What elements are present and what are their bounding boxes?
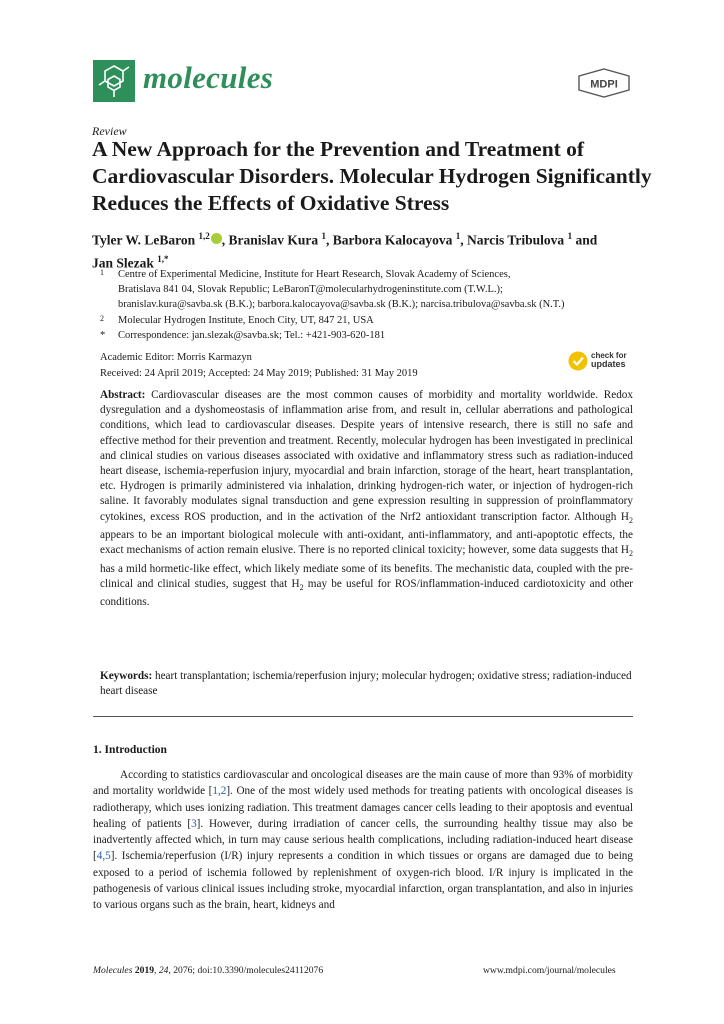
orcid-icon[interactable]	[211, 233, 222, 244]
author-affiliation: 1,2	[198, 231, 210, 241]
journal-name: molecules	[143, 60, 274, 95]
affiliation-line: Bratislava 841 04, Slovak Republic; LeBaronT@molecularhydrogeninstitute.com (T.W.L.);	[118, 284, 503, 296]
author-affiliation: 1	[567, 231, 573, 241]
and-word: and	[575, 232, 598, 248]
affiliation-2	[100, 313, 620, 328]
abstract-label: Abstract:	[100, 389, 146, 401]
author-name[interactable]: Jan Slezak	[92, 255, 154, 270]
section-divider	[93, 716, 633, 717]
academic-editor: Academic Editor: Morris Karmazyn	[100, 352, 252, 363]
affiliation-line: branislav.kura@savba.sk (B.K.); barbora.kalocayova@savba.sk (B.K.); narcisa.tribulova@savba.sk (N.T.)	[118, 299, 565, 311]
check-for-updates-label[interactable]: check for updates	[591, 351, 627, 369]
mdpi-logo-icon	[577, 68, 631, 98]
author-affiliation: 1,*	[157, 253, 169, 264]
article-type: Review	[92, 124, 127, 138]
article-title: A New Approach for the Prevention and Treatment of Cardiovascular Disorders. Molecular Hydrogen Significantly Reduces the Effects of Oxidative Stress	[92, 137, 652, 215]
author-list: Tyler W. LeBaron $^{1,2}$ , Branislav Kura $^1$, Barbora Kalocayova $^1$, Narcis Tribulova $^1$ and Jan Slezak $^{1,*}$	[92, 231, 598, 270]
correspondence	[100, 328, 620, 343]
affiliation-number: 1	[100, 268, 104, 277]
correspondence-line: Correspondence: jan.slezak@savba.sk; Tel.: +421-903-620-181	[118, 329, 386, 341]
section-heading: 1. Introduction	[93, 744, 167, 756]
affiliation-line: Molecular Hydrogen Institute, Enoch City, UT, 847 21, USA	[118, 314, 374, 326]
citation-link[interactable]: 1,2	[212, 785, 227, 798]
citation-link[interactable]: 3	[191, 817, 197, 830]
author-name[interactable]: Narcis Tribulova	[467, 232, 565, 248]
correspondence-mark: *	[100, 329, 106, 341]
introduction-body: According to statistics cardiovascular and oncological diseases are the main cause of more than 93% of morbidity and mortality worldwide [1,2]. One of the most widely used methods for treating patients with oncological diseases is radiotherapy, which uses ionizing radiation. This treatment damages cancer cells leading to their apoptosis and eventual healing of patients [3]. However, during irradiation of cancer cells, the surrounding healthy tissue may also be inadvertently affected which, in turn may cause serious health complications, including radiation-induced heart disease [4,5]. Ischemia/reperfusion (I/R) injury represents a condition in which tissues or organs are damaged due to being exposed to a period of ischemia followed by replenishment of oxygen-rich blood. I/R injury is implicated in the pathogenesis of various clinical issues including stroke, myocardial infarction, organ transplantation, and also in injuries to various organs such as the brain, heart, kidneys and	[93, 769, 634, 912]
affiliation-1	[100, 267, 620, 313]
author-name[interactable]: Barbora Kalocayova	[332, 232, 453, 248]
footer-url[interactable]: www.mdpi.com/journal/molecules	[483, 965, 616, 976]
citation-link[interactable]: 4,5	[96, 850, 111, 863]
journal-logo-icon	[93, 60, 135, 102]
affiliations	[100, 267, 620, 343]
affiliation-line: Centre of Experimental Medicine, Institute for Heart Research, Slovak Academy of Sciences,	[118, 269, 511, 280]
footer-citation: Molecules 2019, 24, 2076; doi:10.3390/molecules24112076	[93, 965, 324, 976]
author-affiliation: 1	[455, 231, 461, 241]
publisher-name: MDPI	[590, 78, 618, 91]
article-dates	[100, 350, 418, 381]
publication-history: Received: 24 April 2019; Accepted: 24 May 2019; Published: 31 May 2019	[100, 367, 418, 379]
affiliation-number: 2	[100, 313, 104, 323]
abstract: Abstract: Cardiovascular diseases are the most common causes of morbidity and mortality worldwide. Redox dysregulation and a dyshomeostasis of inflammation arise from, and result in, cellular aberrations and pathological conditions, which lead to cardiovascular diseases. Despite years of intensive research, there is still no safe and effective method for their prevention and treatment. Recently, molecular hydrogen has been investigated in preclinical and clinical studies on various diseases associated with oxidative and inflammatory stress such as radiation-induced heart disease, ischemia-reperfusion injury, myocardial and brain infarction, storage of the heart, heart transplantation, etc. Hydrogen is primarily administered via inhalation, drinking hydrogen-rich water, or injection of hydrogen-rich saline. It favorably modulates signal transduction and gene expression resulting in suppression of proinflammatory cytokines, excess ROS production, and in the activation of the Nrf2 antioxidant transcription factor. Although $H_2$ appears to be an important biological molecule with anti-oxidant, anti-inflammatory, and anti-apoptotic effects, the exact mechanisms of action remain elusive. There is no reported clinical toxicity; however, some data suggests that $H_2$ has a mild hormetic-like effect, which likely mediate some of its benefits. The mechanistic data, coupled with the pre-clinical and clinical studies, suggest that $H_2$ may be useful for ROS/inflammation-induced cardiotoxicity and other conditions.	[100, 389, 634, 609]
author-name[interactable]: Tyler W. LeBaron	[92, 232, 196, 248]
keywords-label: Keywords:	[100, 670, 153, 682]
keywords: Keywords: heart transplantation; ischemia/reperfusion injury; molecular hydrogen; oxidative stress; radiation-induced heart disease	[100, 670, 632, 698]
author-affiliation: 1	[321, 231, 327, 241]
author-name[interactable]: Branislav Kura	[228, 232, 319, 248]
